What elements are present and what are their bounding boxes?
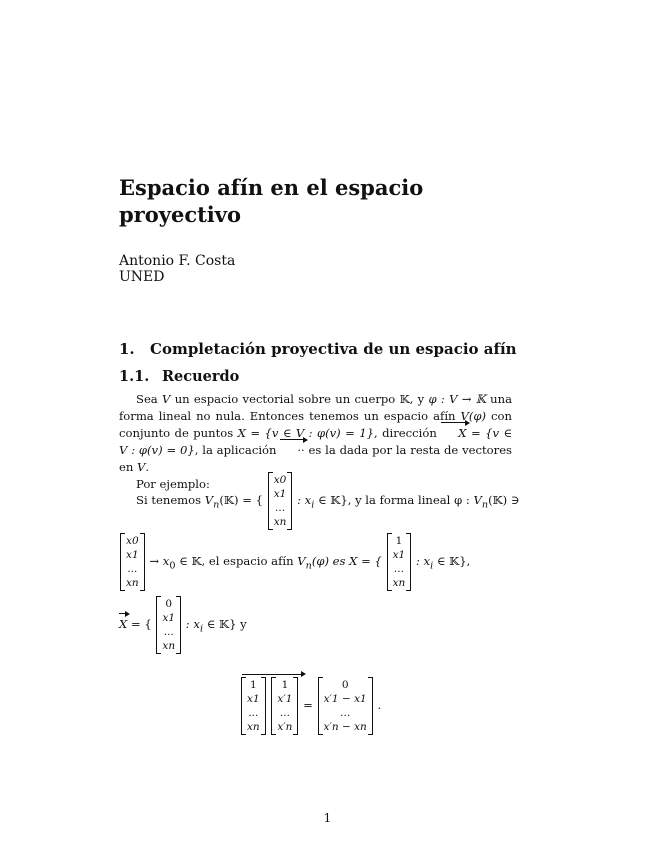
math-v-phi: V(φ) (460, 409, 487, 423)
matrix-cell: ... (248, 707, 259, 719)
matrix-cell: 0 (341, 679, 349, 691)
math-x-vec-def: = {v ∈ V : φ(v) = 0} (119, 426, 513, 457)
text: → x (149, 554, 170, 568)
math-vn: V (297, 554, 306, 568)
text: : x (185, 617, 200, 631)
math-vn: V (473, 493, 482, 507)
subsection-heading (119, 368, 239, 385)
text: es la dada por la resta de vectores en (119, 443, 513, 474)
math-x: X (458, 426, 467, 440)
matrix-one-x-eq (241, 677, 266, 735)
author-block (119, 253, 235, 285)
matrix-cell: ... (279, 707, 290, 719)
author-name: Antonio F. Costa (119, 253, 236, 269)
matrix-cell: xn (392, 577, 406, 589)
matrix-cell: x′n (277, 721, 293, 733)
math-x-set: X = {v ∈ V : φ(v) = 1} (237, 426, 375, 440)
matrix-cell: x0 (273, 474, 287, 486)
matrix-difference (318, 677, 373, 735)
text: , la aplicación (194, 443, 277, 457)
overarrow (242, 674, 304, 675)
paragraph-1 (119, 391, 512, 476)
text: una forma lineal no nula. Entonces tenemos un espacio afín (119, 392, 512, 423)
text: (𝕂) = { (219, 493, 263, 507)
paragraph-2: Por ejemplo: (136, 477, 210, 491)
text: (φ) es X = { (311, 554, 382, 568)
text: = { (130, 617, 152, 631)
sub-n: n (305, 560, 312, 572)
matrix-cell: 1 (395, 535, 403, 547)
matrix-x-2 (120, 533, 145, 591)
matrix-cell: ... (275, 502, 286, 514)
matrix-x (268, 472, 293, 530)
math-phi-map: φ : V → 𝕂 (428, 392, 486, 406)
text: , y (409, 392, 425, 406)
text: : x (297, 493, 312, 507)
matrix-cell: ... (163, 626, 174, 638)
matrix-cell: x1 (247, 693, 260, 705)
example-line-1 (136, 472, 519, 530)
math-field-k: 𝕂 (399, 392, 410, 406)
matrix-cell: x1 (392, 549, 406, 561)
text: Si tenemos (136, 493, 202, 507)
text: , dirección (374, 426, 437, 440)
sub-i: i (199, 623, 204, 635)
matrix-cell: ... (340, 707, 351, 719)
example-line-2 (119, 533, 470, 591)
section-number: 1. (119, 340, 135, 358)
matrix-cell: ... (127, 563, 138, 575)
sub-n: n (481, 499, 489, 511)
math-x: X (119, 617, 128, 631)
text: (𝕂) ∋ (488, 493, 520, 507)
vector-x (119, 616, 127, 632)
math-v: V (137, 460, 146, 474)
section-heading (119, 340, 517, 358)
text: : x (415, 554, 431, 568)
matrix-cell: x′1 − x1 (323, 693, 367, 705)
math-vn: V (204, 493, 214, 507)
author-affiliation: UNED (119, 269, 165, 285)
vector-x (441, 425, 466, 442)
example-line-3 (119, 596, 247, 654)
text: Sea (136, 392, 158, 406)
matrix-cell: x1 (162, 612, 176, 624)
matrix-cell: x′n − xn (323, 721, 367, 733)
matrix-one-xprime (271, 677, 298, 735)
matrix-cell: ... (393, 563, 404, 575)
text: con conjunto de puntos (119, 409, 512, 440)
equals-sign: = (303, 698, 313, 712)
matrix-cell: xn (247, 721, 260, 733)
section-title: Completación proyectiva de un espacio afín (150, 340, 517, 358)
matrix-cell: x0 (126, 535, 139, 547)
matrix-cell: xn (126, 577, 139, 589)
matrix-cell: 1 (250, 679, 257, 691)
matrix-zero-x (156, 596, 181, 654)
matrix-cell: 0 (165, 598, 173, 610)
matrix-cell: x′1 (277, 693, 293, 705)
matrix-cell: xn (162, 640, 176, 652)
sub-n: n (213, 499, 220, 511)
text: . (145, 460, 150, 474)
text: un espacio vectorial sobre un cuerpo (174, 392, 396, 406)
display-equation (240, 677, 381, 735)
subsection-number: 1.1. (119, 368, 150, 385)
math-dots: ·· (297, 443, 305, 457)
sub-i: i (311, 499, 315, 511)
page-number: 1 (323, 811, 332, 825)
matrix-cell: x1 (273, 488, 287, 500)
paper-title: Espacio afín en el espacio proyectivo (119, 175, 424, 227)
math-v: V (162, 392, 171, 406)
sub-0: 0 (169, 560, 176, 572)
matrix-cell: xn (273, 516, 287, 528)
matrix-one-x (387, 533, 412, 591)
text: ∈ 𝕂}, y la forma lineal φ : (317, 493, 470, 507)
text: ∈ 𝕂, el espacio afín (179, 554, 294, 568)
subsection-title: Recuerdo (162, 368, 240, 385)
text: ∈ 𝕂} y (206, 617, 247, 631)
matrix-cell: x1 (126, 549, 139, 561)
text: ∈ 𝕂}, (436, 554, 471, 568)
matrix-cell: 1 (281, 679, 289, 691)
text: . (377, 698, 382, 712)
vector-dots (280, 442, 304, 459)
sub-i: i (430, 560, 434, 572)
